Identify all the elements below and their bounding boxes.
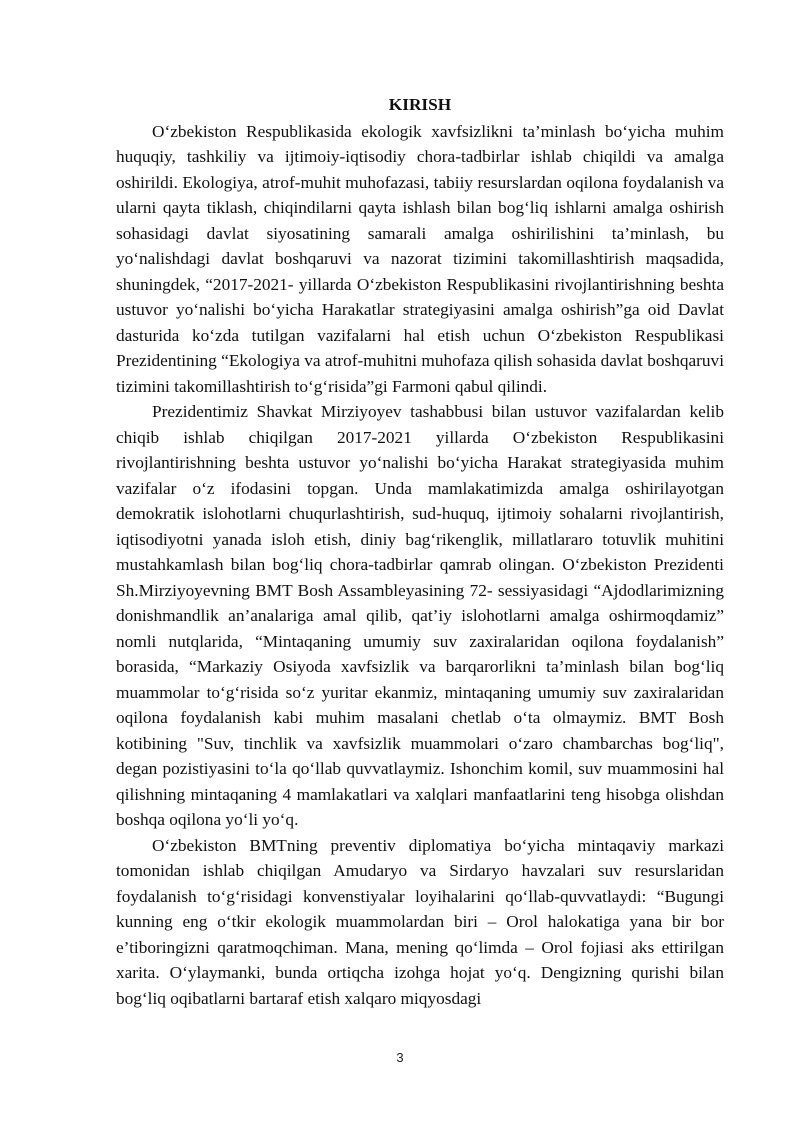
paragraph-1: O‘zbekiston Respublikasida ekologik xavfsizlikni ta’minlash bo‘yicha muhim huquqiy, tashkiliy va ijtimoiy-iqtisodiy chora-tadbirlar ishlab chiqildi va amalga oshirildi. Ekologiya, atrof-muhit muhofazasi, tabiiy resurslardan oqilona foydalanish va ularni qayta tiklash, chiqindilarni qayta ishlash bilan bog‘liq ishlarni amalga oshirish sohasidagi davlat siyosatining samarali amalga oshirilishini ta’minlash, bu yo‘nalishdagi davlat boshqaruvi va nazorat tizimini takomillashtirish maqsadida, shuningdek, “2017-2021- yillarda O‘zbekiston Respublikasini rivojlantirishning beshta ustuvor yo‘nalishi bo‘yicha Harakatlar strategiyasini amalga oshirish”ga oid Davlat dasturida ko‘zda tutilgan vazifalarni hal etish uchun O‘zbekiston Respublikasi Prezidentining “Ekologiya va atrof-muhitni muhofaza qilish sohasida davlat boshqaruvi tizimini takomillashtirish to‘g‘risida”gi Farmoni qabul qilindi.: [116, 121, 724, 396]
section-title: KIRISH: [388, 95, 452, 114]
document-body: [116, 92, 724, 1011]
paragraph-3: O‘zbekiston BMTning preventiv diplomatiya bo‘yicha mintaqaviy markazi tomonidan ishlab chiqilgan Amudaryo va Sirdaryo havzalari suv resurslaridan foydalanish to‘g‘risidagi konvenstiyalar loyihalarini qo‘llab-quvvatlaydi: “Bugungi kunning eng o‘tkir ekologik muammolardan biri – Orol halokatiga yana bir bor e’tiboringizni qaratmoqchiman. Mana, mening qo‘limda – Orol fojiasi aks ettirilgan xarita. O‘ylaymanki, bunda ortiqcha izohga hojat yo‘q. Dengizning qurishi bilan bog‘liq oqibatlarni bartaraf etish xalqaro miqyosdagi: [116, 835, 724, 1008]
page-number: 3: [396, 1050, 404, 1065]
paragraph-2: Prezidentimiz Shavkat Mirziyoyev tashabbusi bilan ustuvor vazifalardan kelib chiqib ishlab chiqilgan 2017-2021 yillarda O‘zbekiston Respublikasini rivojlantirishning beshta ustuvor yo‘nalishi bo‘yicha Harakat strategiyasida muhim vazifalar o‘z ifodasini topgan. Unda mamlakatimizda amalga oshirilayotgan demokratik islohotlarni chuqurlashtirish, sud-huquq, ijtimoiy sohalarni rivojlantirish, iqtisodiyotni yanada isloh etish, diniy bag‘rikenglik, millatlararo totuvlik muhitini mustahkamlash bilan bog‘liq chora-tadbirlar qamrab olingan. O‘zbekiston Prezidenti Sh.Mirziyoyevning BMT Bosh Assambleyasining 72- sessiyasidagi “Ajdodlarimizning donishmandlik an’analariga amal qilib, qat’iy islohotlarni amalga oshirmoqdamiz” nomli nutqlarida, “Mintaqaning umumiy suv zaxiralaridan oqilona foydalanish” borasida, “Markaziy Osiyoda xavfsizlik va barqarorlikni ta’minlash bilan bog‘liq muammolar to‘g‘risida so‘z yuritar ekanmiz, mintaqaning umumiy suv zaxiralaridan oqilona foydalanish kabi muhim masalani chetlab o‘ta olmaymiz. BMT Bosh kotibining "Suv, tinchlik va xavfsizlik muammolari o‘zaro chambarchas bog‘liq", degan pozistiyasini to‘la qo‘llab quvvatlaymiz. Ishonchim komil, suv muammosini hal qilishning mintaqaning 4 mamlakatlari va xalqlari manfaatlarini teng hisobga olishdan boshqa oqilona yo‘li yo‘q.: [116, 402, 724, 829]
